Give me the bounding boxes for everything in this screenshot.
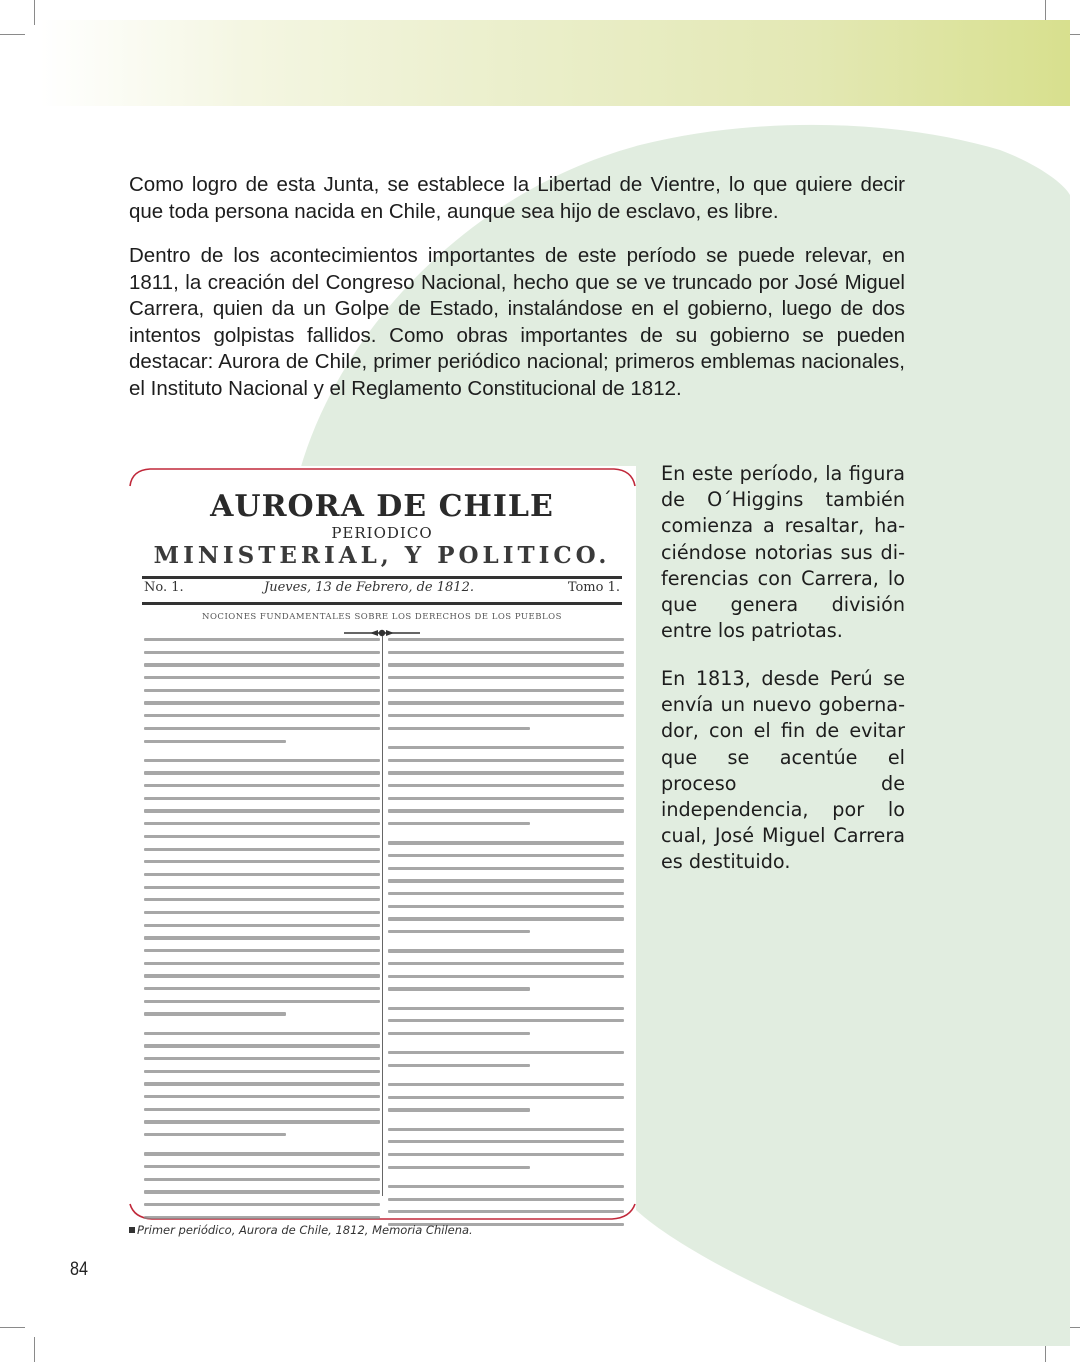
newspaper-rule xyxy=(142,602,622,605)
newspaper-column-right xyxy=(388,638,624,1236)
caption-bullet-icon xyxy=(129,1227,135,1233)
paragraph-congreso-nacional: Dentro de los acontecimientos importantes de este período se puede relevar, en 1811, la creación del Congreso Nacional, hecho que se ve truncado por José Miguel Carrera, quien da un Golpe de Estado, instalándose en el gobierno, luego de dos intentos golpistas fallidos. Como obras importantes de su gobierno se pueden destacar: Aurora de Chile, primer periódico nacional; primeros emblemas nacionales, el Instituto Nacional y el Reglamento Constitucional de 1812. xyxy=(129,244,905,400)
newspaper-figure xyxy=(128,466,636,1222)
newspaper-article-heading: NOCIONES FUNDAMENTALES SOBRE LOS DERECHOS DE LOS PUEBLOS xyxy=(202,612,562,622)
figure-caption xyxy=(129,1223,473,1237)
newspaper-page xyxy=(138,486,626,1198)
newspaper-column-divider xyxy=(382,636,383,1196)
paragraph-libertad-de-vientre: Como logro de esta Junta, se establece la Libertad de Vientre, lo que quiere decir que toda persona nacida en Chile, aunque sea hijo de esclavo, es libre. xyxy=(129,173,905,223)
newspaper-subtitle: PERIODICO xyxy=(331,524,433,542)
sidebar-paragraph-ohiggins: En este período, la figura de O´Higgins también comienza a resaltar, haciéndose notorias sus diferencias con Carrera, lo que genera división entre los patriotas. xyxy=(661,462,905,643)
newspaper-date: Jueves, 13 de Febrero, de 1812. xyxy=(264,580,474,595)
newspaper-issue-number: No. 1. xyxy=(144,580,184,595)
newspaper-subtitle-2: MINISTERIAL, Y POLITICO. xyxy=(153,542,611,569)
newspaper-title: AURORA DE CHILE xyxy=(210,489,554,524)
figure-caption-text: Primer periódico, Aurora de Chile, 1812, Memoria Chilena. xyxy=(137,1223,473,1237)
newspaper-column-left xyxy=(144,638,380,1228)
newspaper-rule xyxy=(142,576,622,579)
newspaper-issue-line xyxy=(144,580,620,600)
sidebar-paragraph-1813: En 1813, desde Perú se envía un nuevo gobernador, con el fin de evitar que se acentúe el proceso de independencia, por lo cual, José Miguel Carrera es destituido. xyxy=(661,667,905,874)
newspaper-volume: Tomo 1. xyxy=(567,580,620,595)
page-number: 84 xyxy=(70,1259,88,1280)
